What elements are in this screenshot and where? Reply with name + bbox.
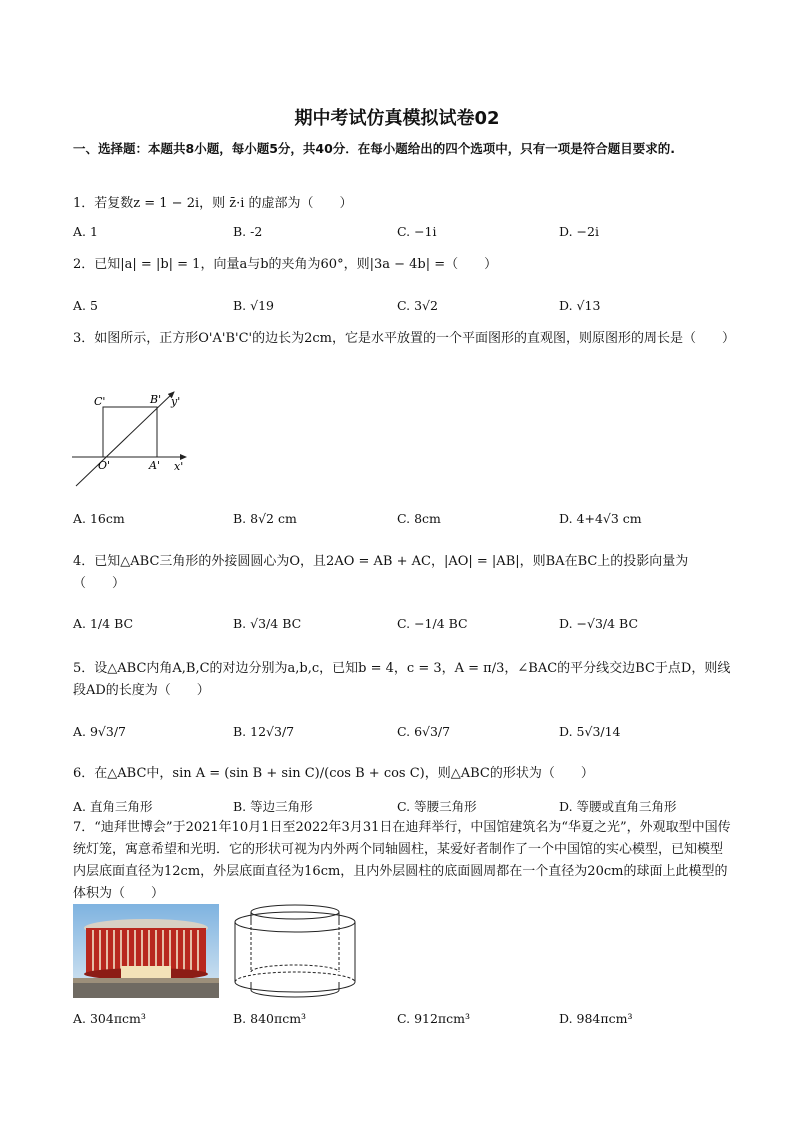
q6-option-b[interactable]: B. 等边三角形 — [233, 799, 313, 814]
q3-option-b[interactable]: B. 8√2 cm — [233, 511, 297, 526]
question-1-stem: 1．若复数z = 1 − 2i，则 z̄·i 的虚部为（ ） — [73, 196, 353, 211]
q4-option-a[interactable]: A. 1/4 BC — [73, 616, 134, 631]
q7-option-a[interactable]: A. 304πcm³ — [73, 1011, 146, 1026]
section-header: 一、选择题：本题共8小题，每小题5分，共40分．在每小题给出的四个选项中，只有一项是符合题目要求的. — [73, 141, 676, 156]
oblique-square-figure — [68, 386, 198, 491]
q4-option-d[interactable]: D. −√3/4 BC — [559, 616, 639, 631]
q6-option-a[interactable]: A. 直角三角形 — [73, 799, 153, 814]
q1-option-a[interactable]: A. 1 — [73, 224, 98, 239]
label-x: x' — [174, 460, 184, 473]
q3-option-c[interactable]: C. 8cm — [397, 511, 441, 526]
coaxial-cylinder-diagram — [231, 902, 359, 1002]
page-title: 期中考试仿真模拟试卷02 — [294, 108, 500, 129]
q2-option-c[interactable]: C. 3√2 — [397, 298, 438, 313]
q1-option-c[interactable]: C. −1i — [397, 224, 437, 239]
question-7-stem: 7．“迪拜世博会”于2021年10月1日至2022年3月31日在迪拜举行，中国馆建筑名为“华夏之光”，外观取型中国传统灯笼，寓意希望和光明．它的形状可视为内外两个同轴圆柱，某爱好者制作了一个中国馆的实心模型，已知模型内层底面直径为12cm，外层底面直径为16cm，且内外层圆柱的底面圆周都在一个直径为20cm的球面上此模型的体积为（ ） — [73, 820, 731, 901]
q5-option-b[interactable]: B. 12√3/7 — [233, 724, 295, 739]
question-5-stem: 5．设△ABC内角A,B,C的对边分别为a,b,c，已知b = 4，c = 3，A = π/3，∠BAC的平分线交边BC于点D，则线段AD的长度为（ ） — [73, 661, 731, 698]
question-4-stem: 4．已知△ABC三角形的外接圆圆心为O，且2AO = AB + AC，|AO| = |AB|，则BA在BC上的投影向量为（ ） — [73, 554, 689, 591]
label-a: A' — [149, 459, 160, 472]
q5-option-d[interactable]: D. 5√3/14 — [559, 724, 621, 739]
q7-option-d[interactable]: D. 984πcm³ — [559, 1011, 633, 1026]
question-1-options — [73, 224, 733, 246]
q7-option-c[interactable]: C. 912πcm³ — [397, 1011, 471, 1026]
question-2-options — [73, 298, 733, 320]
question-7-options — [73, 1011, 733, 1033]
q3-option-d[interactable]: D. 4+4√3 cm — [559, 511, 642, 526]
question-3-stem: 3．如图所示，正方形O'A'B'C'的边长为2cm，它是水平放置的一个平面图形的直观图，则原图形的周长是（ ） — [73, 331, 735, 346]
q2-option-d[interactable]: D. √13 — [559, 298, 601, 313]
q3-option-a[interactable]: A. 16cm — [73, 511, 125, 526]
label-b: B' — [150, 393, 162, 406]
label-o: O' — [98, 459, 111, 472]
q5-option-a[interactable]: A. 9√3/7 — [73, 724, 127, 739]
label-y: y' — [171, 395, 181, 408]
q5-option-c[interactable]: C. 6√3/7 — [397, 724, 451, 739]
q4-option-c[interactable]: C. −1/4 BC — [397, 616, 468, 631]
q6-option-d[interactable]: D. 等腰或直角三角形 — [559, 799, 677, 814]
china-pavilion-photo — [73, 904, 219, 998]
question-4-options — [73, 616, 733, 638]
question-6-options — [73, 797, 733, 819]
question-6-stem: 6．在△ABC中，sin A = (sin B + sin C)/(cos B + cos C)，则△ABC的形状为（ ） — [73, 766, 594, 781]
square-outline — [103, 407, 157, 457]
q7-option-b[interactable]: B. 840πcm³ — [233, 1011, 307, 1026]
q6-option-c[interactable]: C. 等腰三角形 — [397, 799, 477, 814]
question-3-options — [73, 511, 733, 533]
q4-option-b[interactable]: B. √3/4 BC — [233, 616, 302, 631]
q2-option-b[interactable]: B. √19 — [233, 298, 275, 313]
label-c: C' — [94, 395, 106, 408]
q1-option-b[interactable]: B. -2 — [233, 224, 263, 239]
question-2-stem: 2．已知|a| = |b| = 1，向量a与b的夹角为60°，则|3a − 4b| =（ ） — [73, 257, 498, 272]
question-5-options — [73, 724, 733, 746]
q2-option-a[interactable]: A. 5 — [73, 298, 98, 313]
q1-option-d[interactable]: D. −2i — [559, 224, 599, 239]
